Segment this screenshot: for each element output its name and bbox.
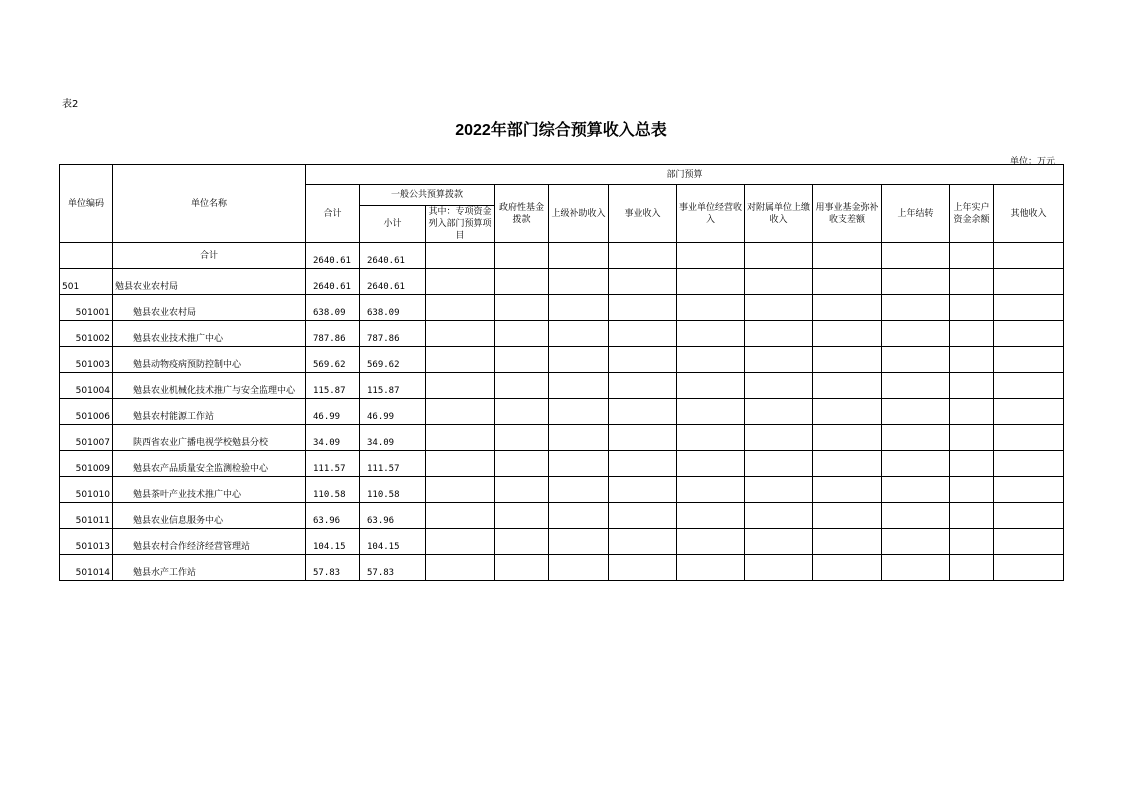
empty-cell [677, 347, 745, 373]
empty-cell [745, 425, 813, 451]
unit-name-cell: 勉县农业农村局 [113, 269, 306, 295]
empty-cell [609, 451, 677, 477]
empty-cell [813, 243, 882, 269]
header-other-income: 其他收入 [994, 185, 1064, 243]
empty-cell [882, 321, 950, 347]
empty-cell [677, 529, 745, 555]
unit-code-cell: 501007 [60, 425, 113, 451]
empty-cell [745, 243, 813, 269]
empty-cell [950, 347, 994, 373]
empty-cell [813, 399, 882, 425]
empty-cell [994, 321, 1064, 347]
subtotal-cell: 110.58 [360, 477, 426, 503]
empty-cell [549, 477, 609, 503]
empty-cell [426, 243, 495, 269]
empty-cell [950, 555, 994, 581]
empty-cell [882, 425, 950, 451]
empty-cell [495, 347, 549, 373]
empty-cell [426, 425, 495, 451]
total-row-total: 2640.61 [306, 243, 360, 269]
empty-cell [882, 295, 950, 321]
empty-cell [950, 451, 994, 477]
empty-cell [549, 373, 609, 399]
total-row-code [60, 243, 113, 269]
subtotal-cell: 638.09 [360, 295, 426, 321]
empty-cell [950, 425, 994, 451]
unit-code-cell: 501011 [60, 503, 113, 529]
subtotal-cell: 57.83 [360, 555, 426, 581]
empty-cell [994, 373, 1064, 399]
empty-cell [495, 451, 549, 477]
total-cell: 57.83 [306, 555, 360, 581]
unit-name-cell: 勉县农村合作经济经营管理站 [113, 529, 306, 555]
total-row-subtotal: 2640.61 [360, 243, 426, 269]
empty-cell [882, 555, 950, 581]
empty-cell [677, 373, 745, 399]
header-fund-offset: 用事业基金弥补收支差额 [813, 185, 882, 243]
empty-cell [950, 529, 994, 555]
unit-name-cell: 勉县动物疫病预防控制中心 [113, 347, 306, 373]
unit-code-cell: 501002 [60, 321, 113, 347]
empty-cell [745, 373, 813, 399]
unit-name-cell: 勉县农产品质量安全监测检验中心 [113, 451, 306, 477]
total-cell: 63.96 [306, 503, 360, 529]
empty-cell [813, 321, 882, 347]
empty-cell [950, 243, 994, 269]
empty-cell [549, 451, 609, 477]
subtotal-cell: 111.57 [360, 451, 426, 477]
empty-cell [549, 321, 609, 347]
unit-note: 单位：万元 [1010, 157, 1056, 167]
header-special-funds: 其中：专项资金列入部门预算项目 [426, 206, 495, 243]
empty-cell [994, 425, 1064, 451]
empty-cell [813, 295, 882, 321]
empty-cell [813, 373, 882, 399]
empty-cell [677, 243, 745, 269]
empty-cell [813, 425, 882, 451]
unit-name-cell: 勉县水产工作站 [113, 555, 306, 581]
table-row [60, 399, 1064, 425]
unit-name-cell: 勉县茶叶产业技术推广中心 [113, 477, 306, 503]
empty-cell [549, 529, 609, 555]
header-prior-balance: 上年实户资金余额 [950, 185, 994, 243]
empty-cell [426, 373, 495, 399]
subtotal-cell: 46.99 [360, 399, 426, 425]
subtotal-cell: 2640.61 [360, 269, 426, 295]
empty-cell [745, 451, 813, 477]
total-cell: 111.57 [306, 451, 360, 477]
empty-cell [994, 347, 1064, 373]
empty-cell [549, 555, 609, 581]
unit-name-cell: 勉县农业农村局 [113, 295, 306, 321]
unit-name-cell: 勉县农业机械化技术推广与安全监理中心 [113, 373, 306, 399]
total-cell: 115.87 [306, 373, 360, 399]
empty-cell [609, 503, 677, 529]
empty-cell [426, 503, 495, 529]
total-cell: 787.86 [306, 321, 360, 347]
empty-cell [609, 555, 677, 581]
unit-code-cell: 501001 [60, 295, 113, 321]
empty-cell [426, 477, 495, 503]
empty-cell [994, 503, 1064, 529]
empty-cell [745, 477, 813, 503]
empty-cell [677, 269, 745, 295]
empty-cell [677, 451, 745, 477]
empty-cell [882, 243, 950, 269]
empty-cell [950, 321, 994, 347]
budget-income-table [59, 164, 1064, 581]
empty-cell [745, 347, 813, 373]
unit-name-cell: 勉县农业信息服务中心 [113, 503, 306, 529]
empty-cell [950, 477, 994, 503]
empty-cell [994, 243, 1064, 269]
table-row [60, 269, 1064, 295]
empty-cell [495, 321, 549, 347]
table-row [60, 555, 1064, 581]
unit-code-cell: 501 [60, 269, 113, 295]
total-cell: 34.09 [306, 425, 360, 451]
header-unit-code: 单位编码 [60, 165, 113, 243]
unit-name-cell: 勉县农业技术推广中心 [113, 321, 306, 347]
empty-cell [495, 399, 549, 425]
empty-cell [994, 529, 1064, 555]
header-business-income: 事业收入 [609, 185, 677, 243]
empty-cell [994, 399, 1064, 425]
unit-name-cell: 陕西省农业广播电视学校勉县分校 [113, 425, 306, 451]
header-total: 合计 [306, 185, 360, 243]
empty-cell [609, 321, 677, 347]
empty-cell [813, 451, 882, 477]
empty-cell [950, 269, 994, 295]
table-row [60, 373, 1064, 399]
empty-cell [426, 269, 495, 295]
empty-cell [426, 451, 495, 477]
empty-cell [677, 295, 745, 321]
empty-cell [495, 503, 549, 529]
empty-cell [950, 295, 994, 321]
empty-cell [495, 373, 549, 399]
empty-cell [745, 555, 813, 581]
empty-cell [426, 529, 495, 555]
empty-cell [882, 477, 950, 503]
empty-cell [813, 555, 882, 581]
subtotal-cell: 787.86 [360, 321, 426, 347]
empty-cell [609, 269, 677, 295]
empty-cell [882, 451, 950, 477]
empty-cell [495, 529, 549, 555]
empty-cell [609, 399, 677, 425]
header-affiliated-income: 对附属单位上缴收入 [745, 185, 813, 243]
table-row [60, 503, 1064, 529]
total-cell: 110.58 [306, 477, 360, 503]
empty-cell [426, 295, 495, 321]
unit-code-cell: 501013 [60, 529, 113, 555]
empty-cell [994, 555, 1064, 581]
empty-cell [813, 529, 882, 555]
empty-cell [677, 503, 745, 529]
header-superior-subsidy: 上级补助收入 [549, 185, 609, 243]
empty-cell [994, 477, 1064, 503]
page-title: 2022年部门综合预算收入总表 [455, 122, 667, 139]
table-row [60, 295, 1064, 321]
empty-cell [677, 321, 745, 347]
header-unit-name: 单位名称 [113, 165, 306, 243]
empty-cell [813, 477, 882, 503]
empty-cell [745, 399, 813, 425]
empty-cell [426, 555, 495, 581]
table-row [60, 529, 1064, 555]
empty-cell [813, 503, 882, 529]
header-subtotal: 小计 [360, 206, 426, 243]
table-row [60, 321, 1064, 347]
empty-cell [495, 425, 549, 451]
subtotal-cell: 104.15 [360, 529, 426, 555]
unit-code-cell: 501006 [60, 399, 113, 425]
empty-cell [745, 295, 813, 321]
total-cell: 46.99 [306, 399, 360, 425]
empty-cell [882, 399, 950, 425]
empty-cell [495, 477, 549, 503]
empty-cell [813, 347, 882, 373]
unit-code-cell: 501014 [60, 555, 113, 581]
empty-cell [994, 269, 1064, 295]
table-row [60, 451, 1064, 477]
empty-cell [549, 425, 609, 451]
total-cell: 638.09 [306, 295, 360, 321]
empty-cell [609, 295, 677, 321]
header-dept-budget: 部门预算 [306, 165, 1064, 185]
header-business-operation: 事业单位经营收入 [677, 185, 745, 243]
empty-cell [677, 399, 745, 425]
total-row [60, 243, 1064, 269]
empty-cell [677, 555, 745, 581]
empty-cell [950, 503, 994, 529]
empty-cell [677, 425, 745, 451]
empty-cell [745, 529, 813, 555]
total-cell: 569.62 [306, 347, 360, 373]
unit-code-cell: 501004 [60, 373, 113, 399]
empty-cell [609, 373, 677, 399]
total-cell: 2640.61 [306, 269, 360, 295]
unit-name-cell: 勉县农村能源工作站 [113, 399, 306, 425]
empty-cell [609, 529, 677, 555]
total-cell: 104.15 [306, 529, 360, 555]
empty-cell [882, 373, 950, 399]
empty-cell [495, 295, 549, 321]
empty-cell [950, 399, 994, 425]
table-number-label: 表2 [62, 99, 79, 110]
empty-cell [549, 243, 609, 269]
empty-cell [609, 477, 677, 503]
header-general-public-budget: 一般公共预算拨款 [360, 185, 495, 206]
empty-cell [813, 269, 882, 295]
empty-cell [882, 503, 950, 529]
empty-cell [495, 269, 549, 295]
unit-code-cell: 501009 [60, 451, 113, 477]
empty-cell [549, 269, 609, 295]
subtotal-cell: 63.96 [360, 503, 426, 529]
empty-cell [745, 269, 813, 295]
header-gov-fund: 政府性基金拨款 [495, 185, 549, 243]
empty-cell [426, 399, 495, 425]
table-row [60, 347, 1064, 373]
empty-cell [549, 399, 609, 425]
empty-cell [882, 347, 950, 373]
empty-cell [495, 555, 549, 581]
subtotal-cell: 569.62 [360, 347, 426, 373]
empty-cell [609, 243, 677, 269]
empty-cell [677, 477, 745, 503]
empty-cell [609, 425, 677, 451]
table-row [60, 425, 1064, 451]
empty-cell [994, 295, 1064, 321]
empty-cell [495, 243, 549, 269]
empty-cell [950, 373, 994, 399]
table-row [60, 477, 1064, 503]
subtotal-cell: 34.09 [360, 425, 426, 451]
total-row-label: 合计 [113, 243, 306, 269]
empty-cell [994, 451, 1064, 477]
empty-cell [549, 347, 609, 373]
empty-cell [426, 347, 495, 373]
empty-cell [426, 321, 495, 347]
header-carryover: 上年结转 [882, 185, 950, 243]
empty-cell [609, 347, 677, 373]
empty-cell [745, 321, 813, 347]
empty-cell [882, 529, 950, 555]
empty-cell [882, 269, 950, 295]
unit-code-cell: 501010 [60, 477, 113, 503]
empty-cell [549, 503, 609, 529]
subtotal-cell: 115.87 [360, 373, 426, 399]
empty-cell [745, 503, 813, 529]
unit-code-cell: 501003 [60, 347, 113, 373]
empty-cell [549, 295, 609, 321]
